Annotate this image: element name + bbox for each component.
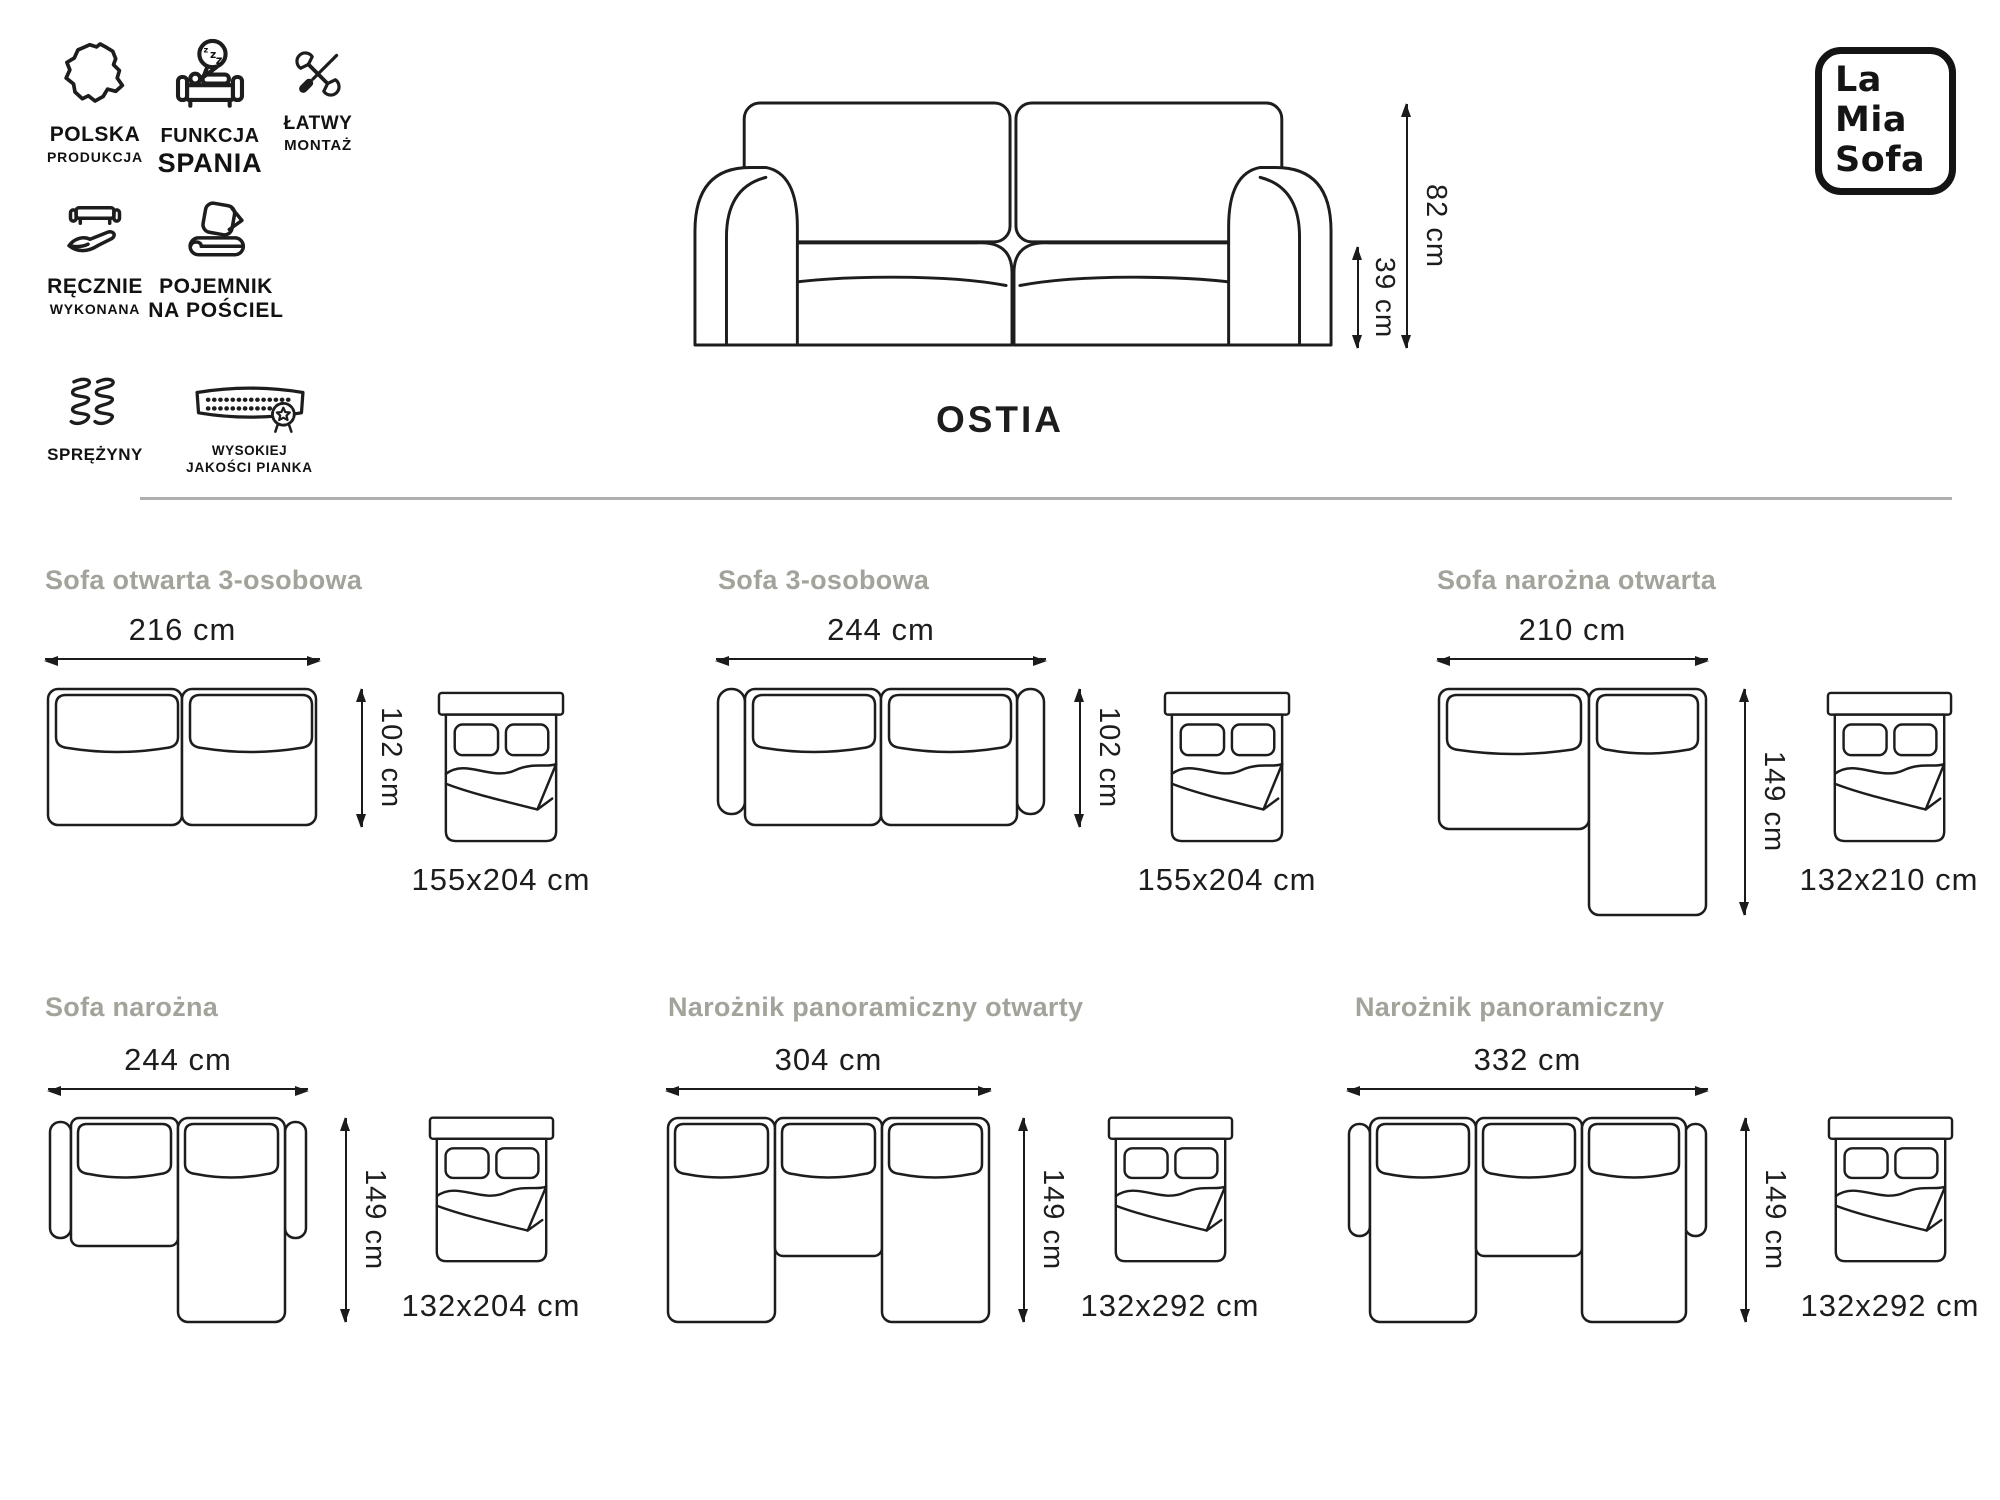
config-width-label: 304 cm: [774, 1042, 883, 1077]
width-arrow: [666, 1088, 991, 1090]
config-title: Narożnik panoramiczny: [1355, 992, 1665, 1022]
bed-size-label: 155x204 cm: [411, 862, 591, 897]
width-arrow: [1347, 1088, 1708, 1090]
config-width-label: 210 cm: [1518, 612, 1627, 647]
config-title: Narożnik panoramiczny otwarty: [668, 992, 1084, 1022]
product-name: OSTIA: [935, 399, 1065, 440]
sofa-top-view-panoramic-arms: [1347, 1116, 1708, 1324]
config-title: Sofa otwarta 3-osobowa: [45, 565, 363, 595]
sofa-top-view-open-3-seater: [46, 687, 318, 827]
overall-height-label: 82 cm: [1420, 184, 1452, 268]
width-arrow: [48, 1088, 308, 1090]
bed-size-label: 132x292 cm: [1080, 1288, 1260, 1323]
config-depth-label: 149 cm: [1759, 1169, 1791, 1271]
config-width-label: 332 cm: [1473, 1042, 1582, 1077]
feature-label: SPRĘŻYNY: [47, 445, 143, 464]
bed-dimensions-icon: [428, 1112, 555, 1265]
feature-sublabel: MONTAŻ: [284, 137, 352, 154]
bed-size-label: 132x204 cm: [401, 1288, 581, 1323]
depth-arrow: [1023, 1118, 1025, 1322]
feature-sublabel: WYKONANA: [49, 301, 141, 317]
bed-size-label: 155x204 cm: [1137, 862, 1317, 897]
bed-dimensions-icon: [1107, 1112, 1234, 1265]
feature-funkcja-spania: [148, 36, 272, 179]
width-arrow: [45, 658, 320, 660]
handmade-icon: [25, 198, 165, 268]
sleep-function-icon: [148, 36, 272, 118]
feature-label: ŁATWY: [283, 113, 353, 134]
svg-text:z: z: [215, 52, 223, 67]
feature-sublabel: JAKOŚCI PIANKA: [186, 460, 313, 475]
config-width-label: 216 cm: [128, 612, 237, 647]
depth-arrow: [1745, 1118, 1747, 1322]
config-title: Sofa narożna: [45, 992, 219, 1022]
bed-size-label: 132x210 cm: [1799, 862, 1979, 897]
bed-dimensions-icon: [1826, 687, 1953, 845]
poland-map-icon: [25, 40, 165, 116]
sofa-front-view-illustration: [693, 100, 1333, 348]
depth-arrow: [1079, 689, 1081, 827]
config-depth-label: 149 cm: [1758, 751, 1790, 853]
feature-label: WYSOKIEJ: [211, 443, 288, 458]
svg-text:z: z: [210, 48, 217, 62]
feature-label: FUNKCJA: [160, 125, 260, 147]
sofa-top-view-corner-arms: [48, 1116, 308, 1324]
feature-wysokiej-jakosci-pianka: [162, 378, 337, 475]
seat-height-label: 39 cm: [1370, 256, 1401, 339]
config-title: Sofa narożna otwarta: [1437, 565, 1717, 595]
logo-line: Sofa: [1835, 140, 1926, 180]
feature-recznie-wykonana: [25, 198, 165, 317]
depth-arrow: [345, 1118, 347, 1322]
feature-sprezyny: [30, 372, 160, 465]
feature-sublabel: SPANIA: [157, 148, 263, 178]
bed-dimensions-icon: [1163, 687, 1291, 845]
overall-height-arrow: [1406, 104, 1408, 348]
config-width-label: 244 cm: [827, 612, 935, 647]
bed-dimensions-icon: [437, 687, 565, 845]
depth-arrow: [1744, 689, 1746, 915]
tools-icon: [266, 42, 370, 106]
config-depth-label: 102 cm: [1093, 707, 1125, 809]
config-width-label: 244 cm: [124, 1042, 232, 1077]
sofa-top-view-panoramic-open: [666, 1116, 991, 1324]
springs-icon: [30, 372, 160, 438]
feature-sublabel: PRODUKCJA: [47, 149, 143, 165]
divider-line: [140, 497, 1952, 500]
feature-label: RĘCZNIE: [47, 275, 143, 298]
sofa-top-view-3-seater-arms: [716, 687, 1046, 827]
depth-arrow: [361, 689, 363, 827]
width-arrow: [716, 658, 1046, 660]
foam-quality-icon: [162, 378, 337, 436]
feature-label: POLSKA: [49, 123, 141, 146]
config-depth-label: 149 cm: [359, 1169, 391, 1271]
config-depth-label: 102 cm: [375, 707, 407, 809]
svg-text:z: z: [203, 44, 209, 55]
config-title: Sofa 3-osobowa: [718, 565, 930, 595]
logo-line: Mia: [1835, 100, 1907, 140]
seat-height-arrow: [1357, 247, 1359, 348]
bedding-storage-icon: [146, 198, 286, 268]
bed-size-label: 132x292 cm: [1800, 1288, 1980, 1323]
feature-polska-produkcja: [25, 40, 165, 165]
feature-sublabel: NA POŚCIEL: [148, 299, 284, 322]
sofa-top-view-corner-open: [1437, 687, 1708, 917]
logo-line: La: [1835, 60, 1882, 100]
la-mia-sofa-logo: [1815, 47, 1956, 195]
feature-latwy-montaz: [266, 42, 370, 154]
width-arrow: [1437, 658, 1708, 660]
feature-label: POJEMNIK: [159, 275, 273, 298]
feature-pojemnik-na-posciel: [146, 198, 286, 323]
bed-dimensions-icon: [1827, 1112, 1954, 1265]
config-depth-label: 149 cm: [1037, 1169, 1069, 1271]
